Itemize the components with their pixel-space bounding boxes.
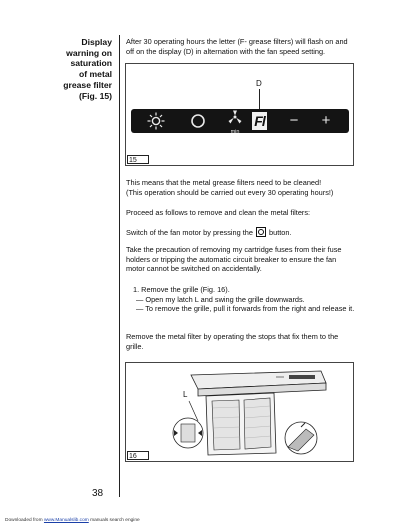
page-number: 38 <box>92 488 104 499</box>
remove-filter-paragraph: Remove the metal filter by operating the stops that fix them to the grille. <box>126 332 339 351</box>
fan-icon <box>223 109 247 125</box>
callout-d-leader <box>259 89 260 110</box>
footer-prefix: Downloaded from <box>5 518 43 523</box>
proceed-paragraph: Proceed as follows to remove and clean the metal filters: <box>126 208 311 217</box>
step-1-dash-2: — To remove the grille, pull it forwards from the right and release it. <box>136 304 355 313</box>
side-heading-line: Display <box>81 37 112 47</box>
step-list <box>126 285 355 314</box>
side-heading-line: warning on <box>66 47 112 58</box>
display-readout: Fl <box>252 112 267 130</box>
switch-text-before: Switch of the fan motor by pressing the <box>126 228 253 237</box>
side-heading-line: saturation <box>70 58 112 69</box>
power-circle-icon[interactable] <box>187 109 209 133</box>
figure-number-15: 15 <box>127 155 149 164</box>
clean-notice-line-1: This means that the metal grease filters need to be cleaned! <box>126 178 322 187</box>
footer-link[interactable]: www.Manualslib.com <box>43 518 89 523</box>
switch-paragraph <box>126 227 352 238</box>
side-heading <box>30 37 112 101</box>
callout-d: D <box>256 79 262 88</box>
clean-notice-line-2: (This operation should be carried out every 30 operating hours!) <box>126 187 334 197</box>
side-heading-line: of metal <box>79 69 112 80</box>
clean-notice <box>126 178 352 197</box>
side-heading-line: grease filter <box>63 79 112 90</box>
switch-text-after: button. <box>269 228 292 237</box>
figure-number-16: 16 <box>127 451 149 460</box>
control-panel <box>131 109 349 133</box>
figure-16 <box>125 362 354 462</box>
fan-button[interactable] <box>223 109 247 133</box>
figure-15 <box>125 63 354 166</box>
intro-paragraph: After 30 operating hours the letter (F- grease filters) will flash on and off on the display (D) in alternation with the fan speed setting. <box>126 37 348 56</box>
footer-suffix: manuals search engine <box>90 518 140 523</box>
fan-off-button-icon <box>256 227 266 237</box>
step-1: 1. Remove the grille (Fig. 16). <box>133 285 230 294</box>
light-icon[interactable] <box>145 109 167 133</box>
step-1-dash-1: — Open my latch L and swing the grille downwards. <box>136 294 305 304</box>
callout-l: L <box>183 390 188 399</box>
plus-button[interactable]: + <box>321 112 331 129</box>
fan-min-label: min <box>230 129 240 135</box>
precaution-paragraph: Take the precaution of removing my cartridge fuses from their fuse holders or tripping the automatic circuit breaker to ensure the fan motor cannot be switched on accidentally. <box>126 245 342 273</box>
column-divider <box>119 35 120 497</box>
hood-grille-illustration <box>126 363 354 462</box>
download-footer <box>5 518 140 523</box>
minus-button[interactable]: − <box>289 112 299 129</box>
side-heading-line: (Fig. 15) <box>79 90 112 101</box>
